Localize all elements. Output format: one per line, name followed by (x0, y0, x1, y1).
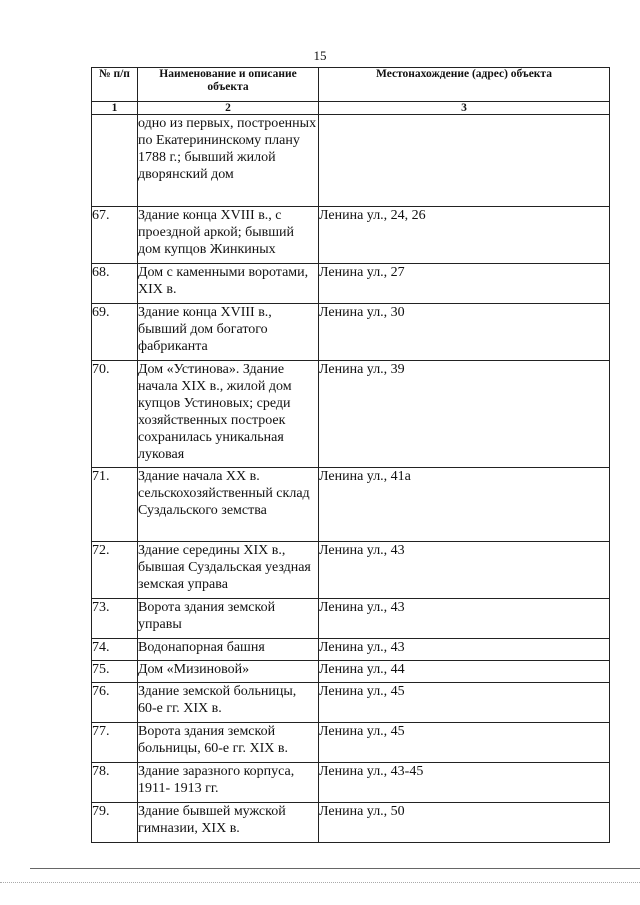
object-address: Ленина ул., 50 (319, 803, 610, 843)
table-row (92, 661, 610, 683)
object-name: Здание конца XVIII в., с проездной аркой; бывший дом купцов Жинкиных (138, 207, 319, 264)
column-number-1: 1 (92, 102, 138, 115)
table-row (92, 639, 610, 661)
object-address: Ленина ул., 41а (319, 468, 610, 542)
header-number: № п/п (92, 68, 138, 102)
object-name: Дом «Устинова». Здание начала XIX в., жилой дом купцов Устиновых; среди хозяйственных построек сохранилась уникальная луковая (138, 361, 319, 468)
object-address: Ленина ул., 30 (319, 304, 610, 361)
object-address: Ленина ул., 45 (319, 723, 610, 763)
object-name: Здание земской больницы, 60-е гг. XIX в. (138, 683, 319, 723)
object-name: Здание бывшей мужской гимназии, XIX в. (138, 803, 319, 843)
table-row (92, 264, 610, 304)
table-body (92, 115, 610, 843)
row-number: 74. (92, 639, 138, 661)
page-number: 15 (313, 48, 327, 63)
object-name: Водонапорная башня (138, 639, 319, 661)
object-address: Ленина ул., 24, 26 (319, 207, 610, 264)
row-number (92, 115, 138, 207)
object-address: Ленина ул., 27 (319, 264, 610, 304)
row-number: 75. (92, 661, 138, 683)
row-number: 72. (92, 542, 138, 599)
table-row (92, 304, 610, 361)
header-address: Местонахождение (адрес) объекта (319, 68, 610, 102)
row-number: 79. (92, 803, 138, 843)
row-number: 76. (92, 683, 138, 723)
row-number: 78. (92, 763, 138, 803)
object-address: Ленина ул., 43 (319, 542, 610, 599)
object-address: Ленина ул., 43-45 (319, 763, 610, 803)
object-address: Ленина ул., 43 (319, 599, 610, 639)
object-name: Ворота здания земской управы (138, 599, 319, 639)
page-bottom-rule (30, 868, 640, 869)
object-name: Ворота здания земской больницы, 60-е гг. XIX в. (138, 723, 319, 763)
scan-edge-mark (0, 882, 640, 883)
table-row (92, 803, 610, 843)
object-address: Ленина ул., 45 (319, 683, 610, 723)
object-name: Здание заразного корпуса, 1911- 1913 гг. (138, 763, 319, 803)
object-name: Здание середины XIX в., бывшая Суздальская уездная земская управа (138, 542, 319, 599)
table-row (92, 599, 610, 639)
column-number-2: 2 (138, 102, 319, 115)
row-number: 71. (92, 468, 138, 542)
table-row (92, 207, 610, 264)
row-number: 70. (92, 361, 138, 468)
object-address: Ленина ул., 39 (319, 361, 610, 468)
row-number: 69. (92, 304, 138, 361)
table-row (92, 542, 610, 599)
row-number: 77. (92, 723, 138, 763)
table-row (92, 763, 610, 803)
table-row (92, 361, 610, 468)
header-name: Наименование и описание объекта (138, 68, 319, 102)
table-header-row (92, 68, 610, 102)
object-address (319, 115, 610, 207)
object-name: одно из первых, построенных по Екатерининскому плану 1788 г.; бывший жилой дворянский дом (138, 115, 319, 207)
table-row (92, 115, 610, 207)
row-number: 68. (92, 264, 138, 304)
object-name: Здание начала XX в. сельскохозяйственный склад Суздальского земства (138, 468, 319, 542)
column-number-row (92, 102, 610, 115)
object-name: Здание конца XVIII в., бывший дом богатого фабриканта (138, 304, 319, 361)
table-row (92, 723, 610, 763)
row-number: 73. (92, 599, 138, 639)
object-address: Ленина ул., 43 (319, 639, 610, 661)
table-row (92, 683, 610, 723)
object-name: Дом «Мизиновой» (138, 661, 319, 683)
object-address: Ленина ул., 44 (319, 661, 610, 683)
row-number: 67. (92, 207, 138, 264)
column-number-3: 3 (319, 102, 610, 115)
monuments-table (91, 67, 610, 843)
object-name: Дом с каменными воротами, XIX в. (138, 264, 319, 304)
table-row (92, 468, 610, 542)
